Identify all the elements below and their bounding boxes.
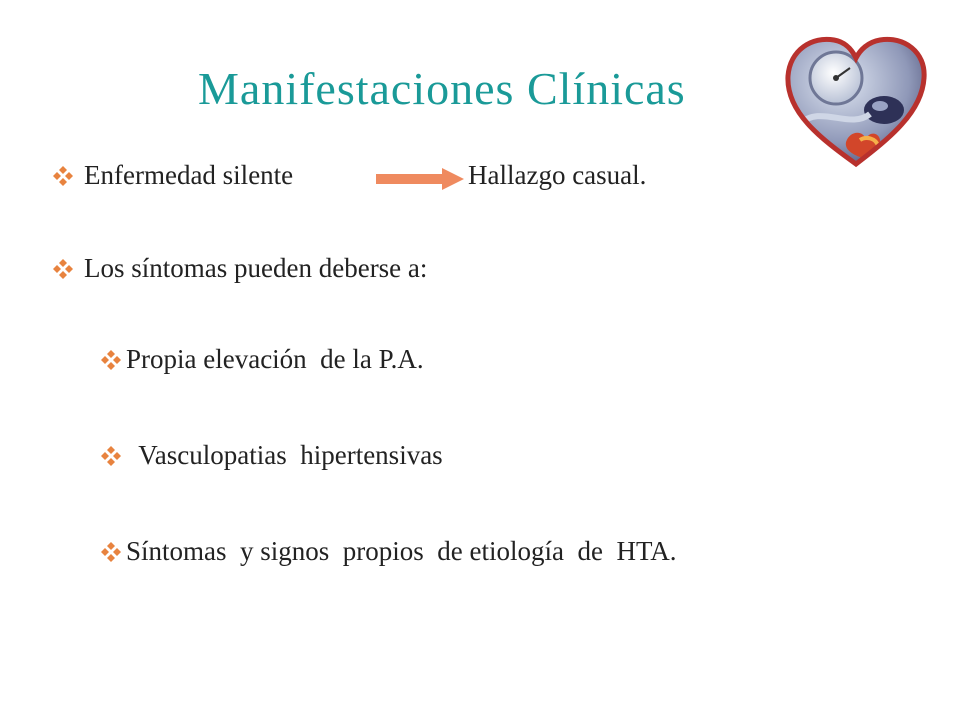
bullet-1-result: Hallazgo casual. <box>468 160 647 190</box>
four-diamond-bullet-icon <box>100 349 122 371</box>
sub-bullet-3-text: Síntomas y signos propios de etiología de HTA. <box>126 536 677 566</box>
sub-bullet-1-text: Propia elevación de la P.A. <box>126 344 424 374</box>
bullet-1-text: Enfermedad silente <box>84 160 294 190</box>
sub-bullet-1 <box>100 344 424 375</box>
four-diamond-bullet-icon <box>100 541 122 563</box>
bullet-1 <box>52 160 293 191</box>
sub-bullet-2-text: Vasculopatias hipertensivas <box>132 440 443 470</box>
four-diamond-bullet-icon <box>100 445 122 467</box>
four-diamond-bullet-icon <box>52 165 74 187</box>
bullet-2-text: Los síntomas pueden deberse a: <box>84 253 428 283</box>
slide-title: Manifestaciones Clínicas <box>198 63 686 114</box>
sub-bullet-3 <box>100 536 677 567</box>
four-diamond-bullet-icon <box>52 258 74 280</box>
heart-photo-icon <box>780 34 932 170</box>
right-arrow-icon <box>376 168 464 190</box>
bullet-2 <box>52 253 427 284</box>
sub-bullet-2 <box>100 440 443 471</box>
